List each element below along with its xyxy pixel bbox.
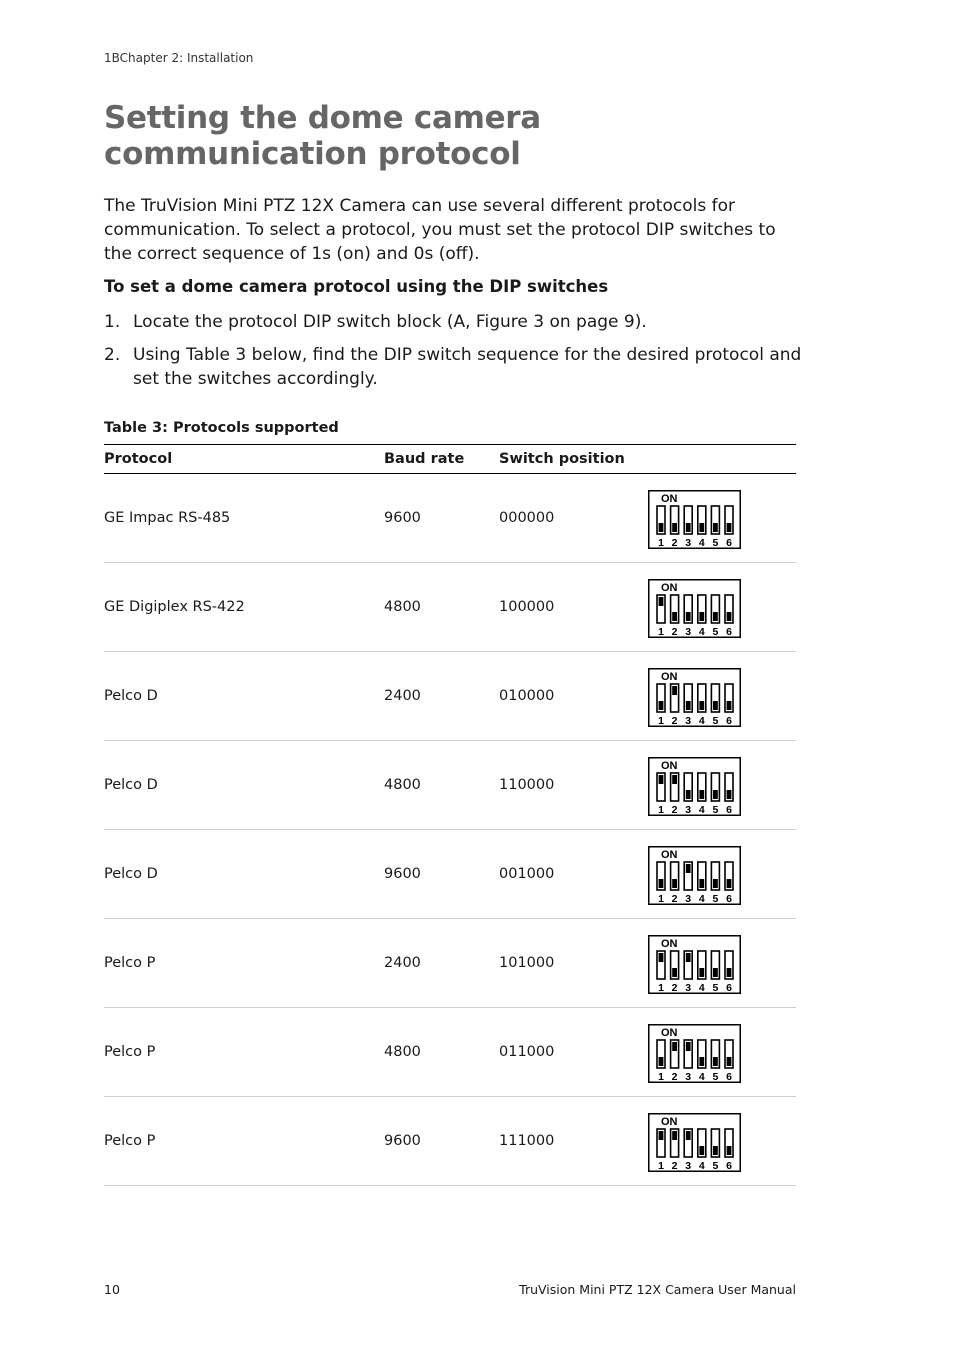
intro-paragraph: The TruVision Mini PTZ 12X Camera can use several different protocols for communication. To select a protocol, you must set the protocol DIP switches to the correct sequence of 1s (on) and 0s (off). xyxy=(104,196,776,264)
dip-on-label: ON xyxy=(661,760,678,772)
header-switch-position: Switch position xyxy=(499,451,625,467)
dip-switch-number: 1 xyxy=(658,715,664,727)
dip-switch-number: 2 xyxy=(671,537,678,549)
baud-rate-cell: 2400 xyxy=(384,955,421,971)
baud-rate-cell: 4800 xyxy=(384,1044,421,1060)
dip-switch-number: 1 xyxy=(658,893,664,905)
baud-rate-cell: 2400 xyxy=(384,688,421,704)
dip-toggle-off xyxy=(659,701,664,710)
dip-switch-diagram xyxy=(648,846,741,905)
table-row xyxy=(104,1008,796,1097)
step-item xyxy=(104,343,804,391)
dip-switch-number: 6 xyxy=(726,715,732,727)
dip-toggle-on xyxy=(686,953,691,962)
dip-toggle-off xyxy=(713,701,718,710)
dip-switch-number: 3 xyxy=(685,1071,692,1083)
dip-switch-number: 3 xyxy=(685,537,692,549)
dip-toggle-on xyxy=(659,775,664,784)
dip-switch-number: 2 xyxy=(671,626,678,638)
dip-switch-number: 4 xyxy=(698,537,705,549)
table-row xyxy=(104,919,796,1008)
protocol-cell: Pelco P xyxy=(104,955,156,971)
dip-toggle-off xyxy=(672,523,677,532)
dip-toggle-on xyxy=(672,775,677,784)
dip-toggle-off xyxy=(686,790,691,799)
dip-toggle-on xyxy=(672,1131,677,1140)
dip-toggle-off xyxy=(713,523,718,532)
dip-switch-number: 2 xyxy=(671,893,678,905)
dip-toggle-off xyxy=(713,968,718,977)
dip-toggle-on xyxy=(686,1131,691,1140)
dip-switch-number: 5 xyxy=(712,804,719,816)
protocol-cell: Pelco D xyxy=(104,866,158,882)
dip-switch-number: 5 xyxy=(712,982,719,994)
protocol-cell: Pelco D xyxy=(104,777,158,793)
dip-switch-number: 5 xyxy=(712,1160,719,1172)
protocol-cell: GE Impac RS-485 xyxy=(104,510,231,526)
dip-on-label: ON xyxy=(661,493,678,505)
table-row xyxy=(104,830,796,919)
dip-toggle-off xyxy=(727,790,732,799)
header-baud-rate: Baud rate xyxy=(384,451,465,467)
dip-switch-number: 2 xyxy=(671,1071,678,1083)
dip-toggle-off xyxy=(672,612,677,621)
switch-position-cell: 100000 xyxy=(499,599,555,615)
section-title: Setting the dome camera communication protocol xyxy=(104,100,541,172)
dip-toggle-off xyxy=(699,1146,704,1155)
table-row xyxy=(104,741,796,830)
dip-switch-number: 1 xyxy=(658,804,664,816)
dip-toggle-off xyxy=(672,879,677,888)
dip-toggle-off xyxy=(713,612,718,621)
dip-toggle-off xyxy=(727,968,732,977)
step-number: 2. xyxy=(104,345,121,365)
dip-switch-number: 5 xyxy=(712,1071,719,1083)
baud-rate-cell: 4800 xyxy=(384,777,421,793)
table-row xyxy=(104,1097,796,1186)
dip-switch-number: 3 xyxy=(685,1160,692,1172)
dip-switch-number: 6 xyxy=(726,982,732,994)
dip-switch-number: 4 xyxy=(698,893,705,905)
table-header-row xyxy=(104,445,796,474)
table-row xyxy=(104,563,796,652)
dip-switch-number: 6 xyxy=(726,626,732,638)
switch-position-cell: 011000 xyxy=(499,1044,555,1060)
dip-toggle-on xyxy=(672,686,677,695)
dip-switch-number: 2 xyxy=(671,804,678,816)
dip-switch-number: 4 xyxy=(698,982,705,994)
dip-toggle-off xyxy=(727,701,732,710)
dip-on-label: ON xyxy=(661,849,678,861)
dip-toggle-off xyxy=(699,1057,704,1066)
dip-toggle-off xyxy=(699,612,704,621)
dip-switch-number: 3 xyxy=(685,804,692,816)
dip-toggle-off xyxy=(713,1057,718,1066)
table-caption: Table 3: Protocols supported xyxy=(104,420,339,436)
dip-toggle-off xyxy=(713,1146,718,1155)
dip-switch-number: 3 xyxy=(685,982,692,994)
dip-switch-number: 3 xyxy=(685,626,692,638)
dip-switch-number: 3 xyxy=(685,893,692,905)
dip-switch-number: 5 xyxy=(712,537,719,549)
dip-toggle-off xyxy=(727,612,732,621)
dip-switch-diagram xyxy=(648,668,741,727)
dip-switch-diagram xyxy=(648,490,741,549)
procedure-heading: To set a dome camera protocol using the DIP switches xyxy=(104,277,609,296)
protocol-cell: Pelco P xyxy=(104,1133,156,1149)
switch-position-cell: 001000 xyxy=(499,866,555,882)
dip-switch-number: 1 xyxy=(658,1071,664,1083)
dip-toggle-off xyxy=(727,523,732,532)
step-text: Locate the protocol DIP switch block (A, Figure 3 on page 9). xyxy=(133,312,647,332)
dip-switch-number: 5 xyxy=(712,626,719,638)
protocol-cell: Pelco D xyxy=(104,688,158,704)
dip-toggle-off xyxy=(699,968,704,977)
dip-toggle-on xyxy=(686,1042,691,1051)
step-item xyxy=(104,310,804,334)
dip-on-label: ON xyxy=(661,1116,678,1128)
dip-switch-number: 4 xyxy=(698,1071,705,1083)
step-text: Using Table 3 below, find the DIP switch sequence for the desired protocol and set the switches accordingly. xyxy=(133,345,802,389)
dip-toggle-off xyxy=(713,790,718,799)
dip-switch-number: 4 xyxy=(698,1160,705,1172)
dip-toggle-off xyxy=(699,790,704,799)
dip-switch-number: 4 xyxy=(698,804,705,816)
dip-toggle-off xyxy=(659,1057,664,1066)
dip-switch-number: 5 xyxy=(712,715,719,727)
dip-switch-diagram xyxy=(648,757,741,816)
baud-rate-cell: 9600 xyxy=(384,510,421,526)
dip-toggle-off xyxy=(686,612,691,621)
dip-switch-diagram xyxy=(648,1024,741,1083)
dip-toggle-off xyxy=(713,879,718,888)
dip-toggle-off xyxy=(686,701,691,710)
dip-toggle-off xyxy=(699,701,704,710)
dip-switch-number: 1 xyxy=(658,982,664,994)
dip-switch-number: 4 xyxy=(698,626,705,638)
dip-switch-number: 2 xyxy=(671,715,678,727)
baud-rate-cell: 9600 xyxy=(384,866,421,882)
dip-toggle-on xyxy=(659,597,664,606)
dip-switch-number: 1 xyxy=(658,626,664,638)
dip-switch-number: 1 xyxy=(658,1160,664,1172)
dip-switch-number: 6 xyxy=(726,537,732,549)
dip-toggle-off xyxy=(699,523,704,532)
dip-switch-number: 2 xyxy=(671,1160,678,1172)
table-row xyxy=(104,474,796,563)
dip-switch-number: 2 xyxy=(671,982,678,994)
running-header: 1BChapter 2: Installation xyxy=(104,51,254,65)
protocols-table xyxy=(104,444,796,1186)
dip-switch-number: 4 xyxy=(698,715,705,727)
dip-toggle-on xyxy=(686,864,691,873)
table-body xyxy=(104,474,796,1186)
dip-switch-number: 6 xyxy=(726,804,732,816)
header-protocol: Protocol xyxy=(104,451,173,467)
switch-position-cell: 000000 xyxy=(499,510,555,526)
dip-switch-number: 6 xyxy=(726,1071,732,1083)
switch-position-cell: 010000 xyxy=(499,688,555,704)
dip-switch-number: 5 xyxy=(712,893,719,905)
page-number: 10 xyxy=(104,1282,120,1297)
dip-toggle-on xyxy=(659,1131,664,1140)
footer-manual-title: TruVision Mini PTZ 12X Camera User Manual xyxy=(519,1282,796,1297)
protocol-cell: GE Digiplex RS-422 xyxy=(104,599,245,615)
baud-rate-cell: 9600 xyxy=(384,1133,421,1149)
switch-position-cell: 101000 xyxy=(499,955,555,971)
table-row xyxy=(104,652,796,741)
switch-position-cell: 110000 xyxy=(499,777,555,793)
switch-position-cell: 111000 xyxy=(499,1133,555,1149)
dip-toggle-off xyxy=(686,523,691,532)
dip-toggle-off xyxy=(727,1057,732,1066)
dip-on-label: ON xyxy=(661,1027,678,1039)
steps-list xyxy=(104,310,804,400)
dip-on-label: ON xyxy=(661,582,678,594)
dip-switch-diagram xyxy=(648,1113,741,1172)
dip-toggle-off xyxy=(727,1146,732,1155)
dip-toggle-off xyxy=(659,879,664,888)
baud-rate-cell: 4800 xyxy=(384,599,421,615)
dip-toggle-off xyxy=(727,879,732,888)
dip-switch-diagram xyxy=(648,935,741,994)
protocol-cell: Pelco P xyxy=(104,1044,156,1060)
dip-switch-number: 3 xyxy=(685,715,692,727)
dip-toggle-on xyxy=(659,953,664,962)
dip-toggle-off xyxy=(659,523,664,532)
dip-on-label: ON xyxy=(661,938,678,950)
dip-switch-number: 1 xyxy=(658,537,664,549)
dip-switch-number: 6 xyxy=(726,1160,732,1172)
dip-toggle-off xyxy=(672,968,677,977)
dip-toggle-off xyxy=(699,879,704,888)
step-number: 1. xyxy=(104,312,121,332)
dip-switch-number: 6 xyxy=(726,893,732,905)
dip-toggle-on xyxy=(672,1042,677,1051)
dip-switch-diagram xyxy=(648,579,741,638)
dip-on-label: ON xyxy=(661,671,678,683)
